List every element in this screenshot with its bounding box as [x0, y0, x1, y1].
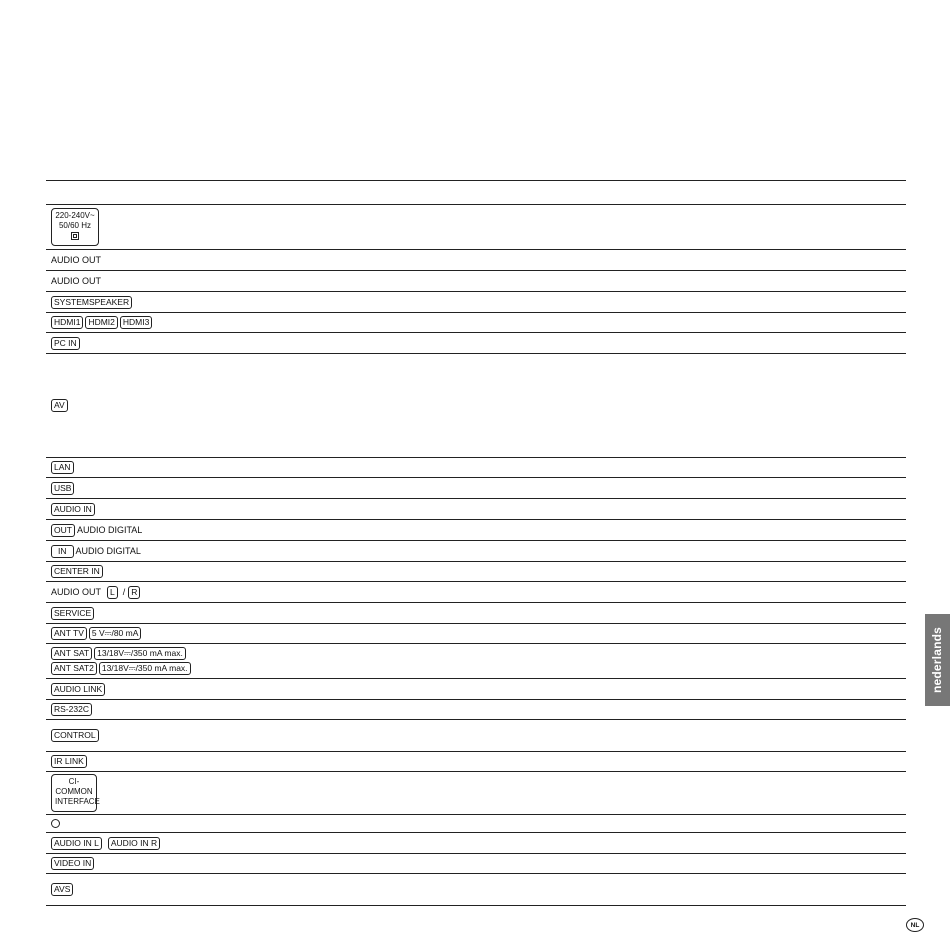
row-rs232c — [46, 700, 906, 720]
center-in-tag: CENTER IN — [51, 565, 103, 578]
row-avs — [46, 874, 906, 906]
connections-table — [46, 180, 906, 906]
ant-sat-tag: ANT SAT — [51, 647, 92, 660]
systemspeaker-tag: SYSTEMSPEAKER — [51, 296, 132, 309]
audio-link-tag: AUDIO LINK — [51, 683, 105, 696]
control-tag: CONTROL — [51, 729, 99, 742]
out-tag: OUT — [51, 524, 75, 537]
row-audio-out-2: AUDIO OUT — [46, 271, 906, 292]
avs-tag: AVS — [51, 883, 73, 896]
row-headphone — [46, 815, 906, 833]
row-ant-sat — [46, 644, 906, 679]
table-header-row — [46, 181, 906, 205]
audio-in-tag: AUDIO IN — [51, 503, 95, 516]
ant-sat2-spec-tag: 13/18V⎓/350 mA max. — [99, 662, 191, 675]
row-lan — [46, 458, 906, 478]
row-out-audio-digital: OUT AUDIO DIGITAL — [46, 520, 906, 541]
row-power — [46, 205, 906, 250]
audio-in-r-tag: AUDIO IN R — [108, 837, 160, 850]
audio-in-l-tag: AUDIO IN L — [51, 837, 102, 850]
ant-tv-spec-tag: 5 V⎓/80 mA — [89, 627, 141, 640]
l-tag: L — [107, 586, 118, 599]
ant-sat2-tag: ANT SAT2 — [51, 662, 97, 675]
rs232c-tag: RS-232C — [51, 703, 92, 716]
ir-link-tag: IR LINK — [51, 755, 87, 768]
row-in-audio-digital: IN AUDIO DIGITAL — [46, 541, 906, 562]
row-ant-tv — [46, 624, 906, 644]
pc-in-tag: PC IN — [51, 337, 80, 350]
ant-sat-spec-tag: 13/18V⎓/350 mA max. — [94, 647, 186, 660]
video-in-tag: VIDEO IN — [51, 857, 94, 870]
row-audio-in-lr — [46, 833, 906, 854]
language-side-tab: nederlands — [925, 614, 950, 706]
row-video-in — [46, 854, 906, 874]
lan-tag: LAN — [51, 461, 74, 474]
row-av — [46, 354, 906, 458]
power-label-box: 220-240V~ 50/60 Hz — [51, 208, 99, 246]
service-tag: SERVICE — [51, 607, 94, 620]
row-audio-link — [46, 679, 906, 700]
usb-tag: USB — [51, 482, 74, 495]
av-tag: AV — [51, 399, 68, 412]
row-service — [46, 603, 906, 624]
ci-label-box: CI- COMMON INTERFACE — [51, 774, 97, 812]
row-ir-link — [46, 752, 906, 772]
row-control — [46, 720, 906, 752]
row-ci — [46, 772, 906, 815]
in-tag: IN — [51, 545, 74, 558]
r-tag: R — [128, 586, 140, 599]
row-audio-out-lr: AUDIO OUT L / R — [46, 582, 906, 603]
headphone-icon — [51, 819, 60, 828]
row-center-in — [46, 562, 906, 582]
row-audio-out-1: AUDIO OUT — [46, 250, 906, 271]
hdmi3-tag: HDMI3 — [120, 316, 152, 329]
hdmi2-tag: HDMI2 — [85, 316, 117, 329]
row-pc-in — [46, 333, 906, 354]
row-systemspeaker — [46, 292, 906, 313]
hdmi1-tag: HDMI1 — [51, 316, 83, 329]
power-plug-icon — [71, 232, 79, 240]
row-usb — [46, 478, 906, 499]
nl-country-badge: NL — [906, 918, 924, 932]
row-audio-in — [46, 499, 906, 520]
ant-tv-tag: ANT TV — [51, 627, 87, 640]
row-hdmi — [46, 313, 906, 333]
